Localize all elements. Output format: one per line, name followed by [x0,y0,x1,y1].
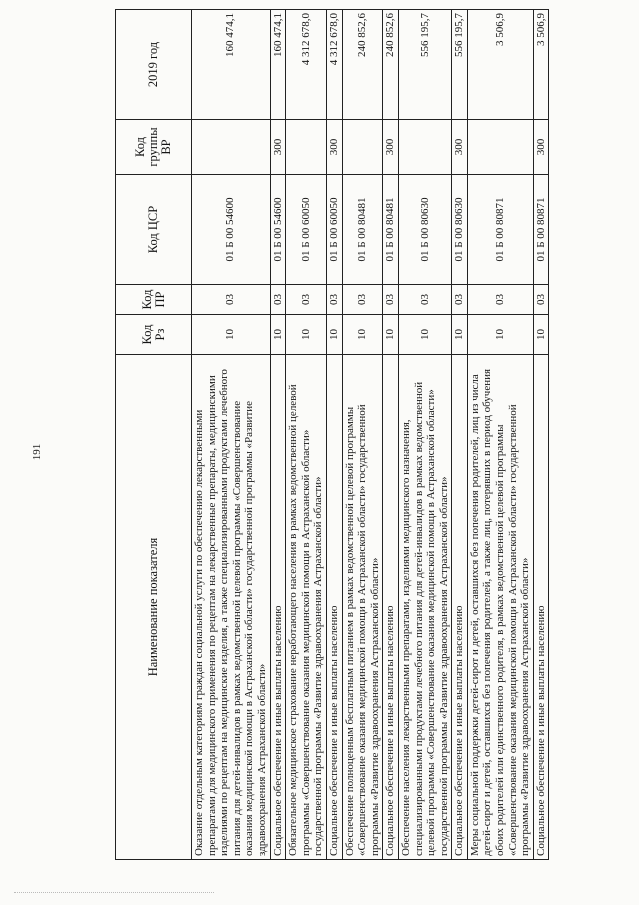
cell-rz: 10 [467,315,533,355]
table-row [398,10,451,860]
cell-rz: 10 [533,315,549,355]
cell-vr: 300 [533,120,549,175]
cell-csr: 01 Б 00 54600 [270,175,286,285]
cell-pr: 03 [286,285,327,315]
cell-name: Социальное обеспечение и иные выплаты населению [383,355,399,860]
cell-pr: 03 [192,285,271,315]
header-rz: Код Рз [116,315,192,355]
cell-value: 3 506,9 [533,10,549,120]
cell-name: Меры социальной поддержки детей-сирот и детей, оставшихся без попечения родителей, лиц из числа детей-сирот и детей, оставшихся без попечения родителей, а также лиц, потерявших в период обучения обоих родителей или единственного родителя, в рамках ведомственной целевой программы «Совершенствование оказания медицинской помощи в Астраханской области» государственной программы «Развитие здравоохранения Астраханской области» [467,355,533,860]
cell-pr: 03 [533,285,549,315]
table-row [533,10,549,860]
cell-rz: 10 [342,315,383,355]
cell-csr: 01 Б 00 80481 [383,175,399,285]
table-row [342,10,383,860]
table-row [286,10,327,860]
cell-vr [398,120,451,175]
header-vr: Код группы ВР [116,120,192,175]
header-name: Наименование показателя [116,355,192,860]
table-row [270,10,286,860]
cell-value: 240 852,6 [383,10,399,120]
cell-rz: 10 [286,315,327,355]
cell-name: Обеспечение полноценным бесплатным питанием в рамках ведомственной целевой программы «Совершенствование оказания медицинской помощи в Астраханской области» государственной программы «Развитие здравоохранения Астраханской области» [342,355,383,860]
cell-rz: 10 [383,315,399,355]
cell-name: Обязательное медицинское страхование неработающего населения в рамках ведомственной целевой программы «Совершенствование оказания медицинской помощи в Астраханской области» государственной программы «Развитие здравоохранения Астраханской области» [286,355,327,860]
cell-vr [286,120,327,175]
cell-name: Обеспечение населения лекарственными препаратами, изделиями медицинского назначения, специализированными продуктами лечебного питания для детей-инвалидов в рамках ведомственной целевой программы «Совершенствование оказания медицинской помощи в Астраханской области» государственной программы «Развитие здравоохранения Астраханской области» [398,355,451,860]
cell-value: 556 195,7 [452,10,468,120]
header-csr: Код ЦСР [116,175,192,285]
rotated-table-container [115,10,631,860]
cell-vr: 300 [383,120,399,175]
table-row [467,10,533,860]
table-row [452,10,468,860]
cell-csr: 01 Б 00 60050 [286,175,327,285]
cell-vr: 300 [326,120,342,175]
cell-vr [192,120,271,175]
cell-name: Социальное обеспечение и иные выплаты населению [270,355,286,860]
cell-csr: 01 Б 00 60050 [326,175,342,285]
cell-rz: 10 [452,315,468,355]
cell-value: 4 312 678,0 [286,10,327,120]
cell-vr [467,120,533,175]
cell-value: 160 474,1 [192,10,271,120]
cell-rz: 10 [192,315,271,355]
cell-pr: 03 [452,285,468,315]
cell-rz: 10 [270,315,286,355]
header-pr: Код ПР [116,285,192,315]
cell-csr: 01 Б 00 54600 [192,175,271,285]
cell-pr: 03 [398,285,451,315]
cell-value: 240 852,6 [342,10,383,120]
cell-value: 3 506,9 [467,10,533,120]
cell-value: 160 474,1 [270,10,286,120]
cell-vr: 300 [270,120,286,175]
cell-csr: 01 Б 00 80630 [398,175,451,285]
footer-divider [14,892,214,893]
cell-pr: 03 [467,285,533,315]
header-year: 2019 год [116,10,192,120]
table-body [192,10,549,860]
cell-name: Оказание отдельным категориям граждан социальной услуги по обеспечению лекарственными препаратами для медицинского применения по рецептам на лекарственные препараты, медицинскими изделиями по рецептам на медицинские изделия, а также специализированными продуктами лечебного питания для детей-инвалидов в рамках ведомственной целевой программы «Совершенствование оказания медицинской помощи в Астраханской области» государственной программы «Развитие здравоохранения Астраханской области» [192,355,271,860]
cell-pr: 03 [326,285,342,315]
cell-vr [342,120,383,175]
cell-pr: 03 [270,285,286,315]
page-number: 191 [31,443,43,461]
budget-table [115,9,549,860]
cell-value: 4 312 678,0 [326,10,342,120]
cell-name: Социальное обеспечение и иные выплаты населению [533,355,549,860]
table-row [192,10,271,860]
cell-value: 556 195,7 [398,10,451,120]
cell-name: Социальное обеспечение и иные выплаты населению [452,355,468,860]
cell-name: Социальное обеспечение и иные выплаты населению [326,355,342,860]
cell-csr: 01 Б 00 80871 [467,175,533,285]
cell-pr: 03 [383,285,399,315]
cell-csr: 01 Б 00 80630 [452,175,468,285]
cell-vr: 300 [452,120,468,175]
table-row [326,10,342,860]
cell-rz: 10 [326,315,342,355]
table-header-row [116,10,192,860]
cell-pr: 03 [342,285,383,315]
cell-csr: 01 Б 00 80871 [533,175,549,285]
cell-rz: 10 [398,315,451,355]
cell-csr: 01 Б 00 80481 [342,175,383,285]
table-row [383,10,399,860]
